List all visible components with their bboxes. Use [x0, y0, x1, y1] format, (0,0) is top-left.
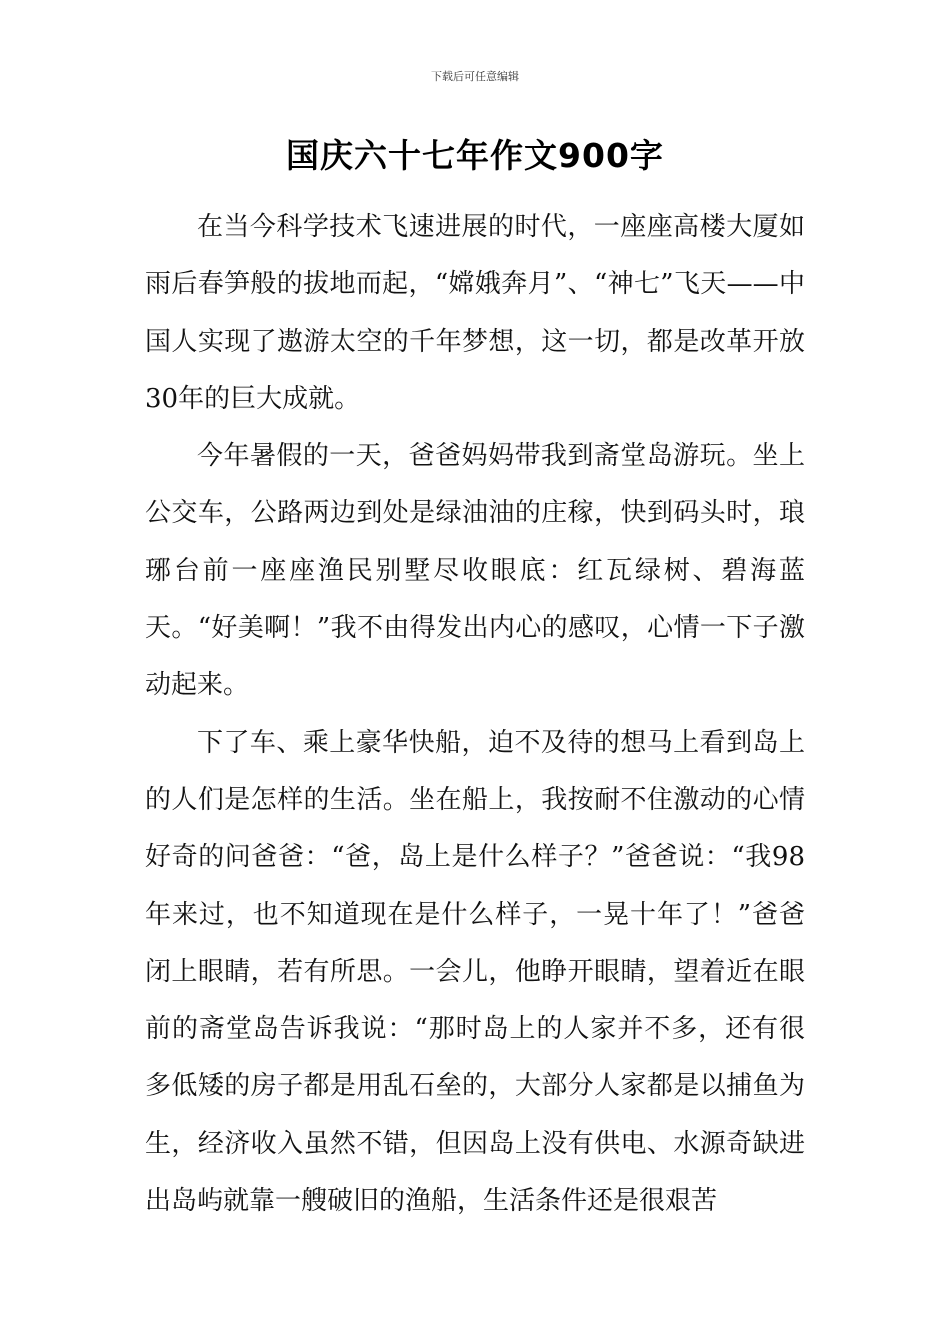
paragraph-3: 下了车、乘上豪华快船，迫不及待的想马上看到岛上的人们是怎样的生活。坐在船上，我按耐不住激动的心情好奇的问爸爸：“爸，岛上是什么样子？”爸爸说：“我98年来过，也不知道现在是什么样子，一晃十年了！”爸爸闭上眼睛，若有所思。一会儿，他睁开眼睛，望着近在眼前的斋堂岛告诉我说：“那时岛上的人家并不多，还有很多低矮的房子都是用乱石垒的，大部分人家都是以捕鱼为生，经济收入虽然不错，但因岛上没有供电、水源奇缺进出岛屿就靠一艘破旧的渔船，生活条件还是很艰苦	[145, 727, 805, 1217]
document-title: 国庆六十七年作文900字	[286, 136, 664, 175]
paragraph-2: 今年暑假的一天，爸爸妈妈带我到斋堂岛游玩。坐上公交车，公路两边到处是绿油油的庄稼，快到码头时，琅琊台前一座座渔民别墅尽收眼底：红瓦绿树、碧海蓝天。“好美啊！”我不由得发出内心的感叹，心情一下子激动起来。	[145, 441, 805, 701]
document-body	[145, 199, 805, 1230]
paragraph-1: 在当今科学技术飞速进展的时代，一座座高楼大厦如雨后春笋般的拔地而起，“嫦娥奔月”、“神七”飞天——中国人实现了遨游太空的千年梦想，这一切，都是改革开放30年的巨大成就。	[145, 212, 805, 414]
header-note: 下载后可任意编辑	[431, 70, 519, 83]
